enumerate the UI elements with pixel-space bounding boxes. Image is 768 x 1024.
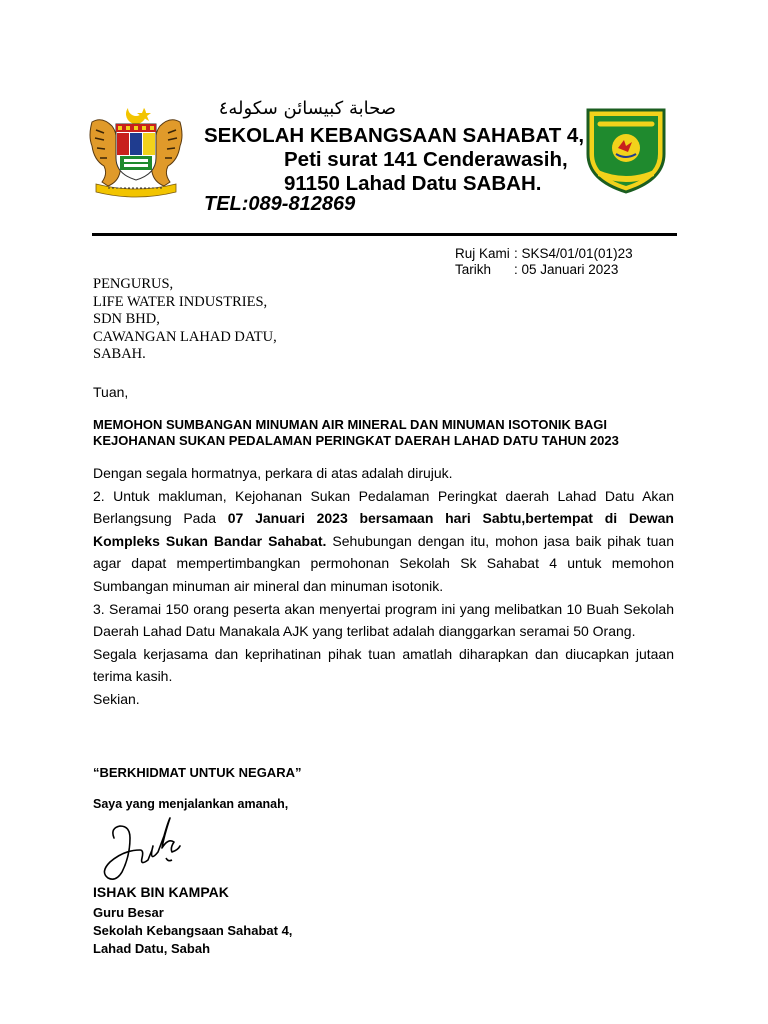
recipient-line: SABAH.	[93, 346, 146, 362]
coat-of-arms-crest	[82, 104, 190, 200]
signer-school: Sekolah Kebangsaan Sahabat 4,	[93, 923, 293, 938]
subject-line-1: MEMOHON SUMBANGAN MINUMAN AIR MINERAL DAN MINUMAN ISOTONIK BAGI	[93, 417, 607, 432]
signer-title: Guru Besar	[93, 905, 164, 920]
signer-location: Lahad Datu, Sabah	[93, 941, 211, 956]
body-paragraph-3: 3. Seramai 150 orang peserta akan menyertai program ini yang melibatkan 10 Buah Sekolah Daerah Lahad Datu Manakala AJK yang terlibat adalah dianggarkan seramai 50 Orang.	[93, 600, 674, 640]
reference-label: Ruj Kami	[455, 246, 510, 261]
letterhead-divider	[92, 233, 677, 236]
recipient-line: SDN BHD,	[93, 311, 160, 327]
address-line-2: 91150 Lahad Datu SABAH.	[284, 172, 542, 195]
recipient-line: PENGURUS,	[93, 276, 174, 292]
recipient-line: LIFE WATER INDUSTRIES,	[93, 293, 268, 310]
school-logo	[578, 104, 674, 196]
subject-line-2: KEJOHANAN SUKAN PEDALAMAN PERINGKAT DAERAH LAHAD DATU TAHUN 2023	[93, 432, 619, 448]
closing-phrase: Saya yang menjalankan amanah,	[93, 797, 289, 811]
reference-row	[455, 246, 633, 262]
paragraph-2-text-end: Sehubungan dengan itu, mohon jasa baik pihak tuan agar dapat mempertimbangkan permohonan Sekolah Sk Sahabat 4 untuk memohon Sumbangan minuman air mineral dan minuman isotonik.	[93, 532, 674, 594]
body-paragraph-4: Segala kerjasama dan keprihatinan pihak tuan amatlah diharapkan dan diucapkan jutaan terima kasih.	[93, 645, 674, 685]
handwritten-signature	[96, 814, 188, 882]
recipient-address	[93, 276, 277, 364]
body-paragraph-1: Dengan segala hormatnya, perkara di atas adalah dirujuk.	[93, 465, 453, 481]
date-value: : 05 Januari 2023	[514, 261, 619, 277]
recipient-line: CAWANGAN LAHAD DATU,	[93, 328, 277, 345]
date-row	[455, 262, 633, 278]
paragraph-2-text: 2. Untuk makluman, Kejohanan Sukan Pedalaman Peringkat daerah Lahad Datu Akan Berlangsung Pada	[93, 487, 674, 527]
reference-value: : SKS4/01/01(01)23	[514, 246, 633, 261]
event-date-venue: 07 Januari 2023 bersamaan hari Sabtu,bertempat di Dewan Kompleks Sukan Bandar Sahabat.	[93, 510, 674, 549]
signer-details	[93, 904, 292, 958]
body-paragraph-2	[93, 485, 674, 598]
motto: “BERKHIDMAT UNTUK NEGARA”	[93, 765, 302, 780]
reference-block	[455, 246, 633, 277]
body-paragraph-5: Sekian.	[93, 690, 140, 707]
telephone-number: TEL:089-812869	[204, 193, 356, 215]
school-name: SEKOLAH KEBANGSAAN SAHABAT 4,	[204, 124, 585, 147]
date-label: Tarikh	[455, 261, 492, 277]
salutation: Tuan,	[93, 384, 129, 400]
letter-body	[93, 462, 674, 711]
jawi-school-name: ﺻﺤﺎﺑﺔ ﻛﺒﯿﺴﺎﺋﻦ ﺳﻜﻮﻟﻪ٤	[218, 98, 396, 119]
signer-name: ISHAK BIN KAMPAK	[93, 884, 229, 900]
address-line-1: Peti surat 141 Cenderawasih,	[284, 148, 568, 171]
letter-subject	[93, 417, 673, 448]
